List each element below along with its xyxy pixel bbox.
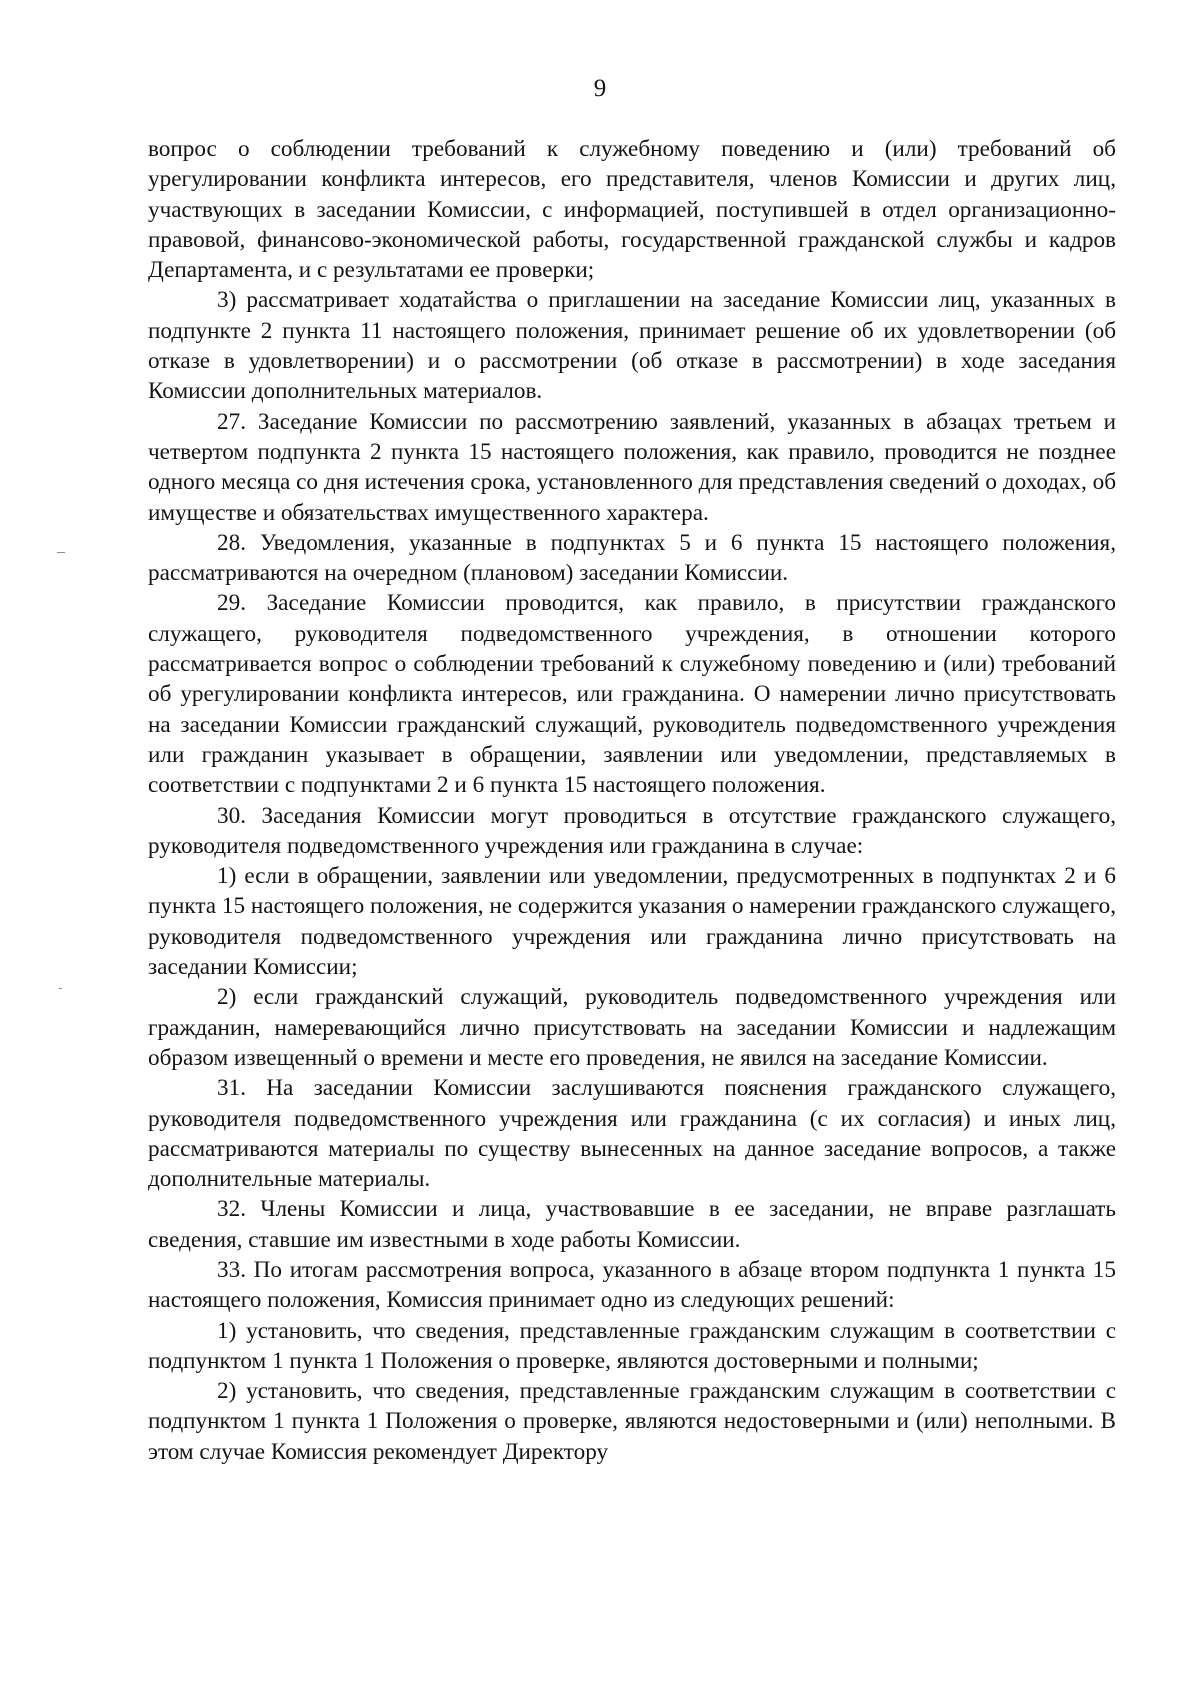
paragraph: 2) если гражданский служащий, руководитель подведомственного учреждения или гражданин, намеревающийся лично присутствовать на заседании Комиссии и надлежащим образом извещенный о времени и месте его проведения, не явился на заседание Комиссии. (148, 984, 1116, 1071)
paragraph: 28. Уведомления, указанные в подпунктах 5 и 6 пункта 15 настоящего положения, рассматриваются на очередном (плановом) заседании Комиссии. (148, 529, 1116, 587)
paragraph: 2) установить, что сведения, представленные гражданским служащим в соответствии с подпунктом 1 пункта 1 Положения о проверке, являются недостоверными и (или) неполными. В этом случае Комиссия рекомендует Директору (148, 1378, 1116, 1465)
paragraph: 3) рассматривает ходатайства о приглашении на заседание Комиссии лиц, указанных в подпункте 2 пункта 11 настоящего положения, принимает решение об их удовлетворении (об отказе в удовлетворении) и о рассмотрении (об отказе в рассмотрении) в ходе заседания Комиссии дополнительных материалов. (148, 287, 1116, 405)
scan-mark (59, 988, 62, 989)
paragraph: 30. Заседания Комиссии могут проводиться в отсутствие гражданского служащего, руководителя подведомственного учреждения или гражданина в случае: (148, 802, 1116, 859)
paragraph: 32. Члены Комиссии и лица, участвовавшие в ее заседании, не вправе разглашать сведения, ставшие им известными в ходе работы Комиссии. (148, 1196, 1116, 1253)
paragraph: 29. Заседание Комиссии проводится, как правило, в присутствии гражданского служащего, руководителя подведомственного учреждения, в отношении которого рассматривается вопрос о соблюдении требований к служебному поведению и (или) требований об урегулировании конфликта интересов, или гражданина. О намерении лично присутствовать на заседании Комиссии гражданский служащий, руководитель подведомственного учреждения или гражданин указывает в обращении, заявлении или уведомлении, представляемых в соответствии с подпунктами 2 и 6 пункта 15 настоящего положения. (148, 590, 1116, 799)
paragraph: вопрос о соблюдении требований к служебному поведению и (или) требований об урегулировании конфликта интересов, его представителя, членов Комиссии и других лиц, участвующих в заседании Комиссии, с информацией, поступившей в отдел организационно-правовой, финансово-экономической работы, государственной гражданской службы и кадров Департамента, и с результатами ее проверки; (148, 136, 1116, 284)
paragraph: 31. На заседании Комиссии заслушиваются пояснения гражданского служащего, руководителя подведомственного учреждения или гражданина (с их согласия) и иных лиц, рассматриваются материалы по существу вынесенных на данное заседание вопросов, а также дополнительные материалы. (148, 1075, 1116, 1193)
scan-mark (57, 552, 65, 553)
paragraph: 1) установить, что сведения, представленные гражданским служащим в соответствии с подпунктом 1 пункта 1 Положения о проверке, являются достоверными и полными; (148, 1317, 1116, 1374)
page-body (148, 134, 1116, 1467)
paragraph: 27. Заседание Комиссии по рассмотрению заявлений, указанных в абзацах третьем и четвертом подпункта 2 пункта 15 настоящего положения, как правило, проводится не позднее одного месяца со дня истечения срока, установленного для представления сведений о доходах, об имуществе и обязательствах имущественного характера. (148, 408, 1116, 526)
paragraph: 1) если в обращении, заявлении или уведомлении, предусмотренных в подпунктах 2 и 6 пункта 15 настоящего положения, не содержится указания о намерении гражданского служащего, руководителя подведомственного учреждения или гражданина лично присутствовать на заседании Комиссии; (148, 863, 1116, 981)
page-number: 9 (593, 75, 607, 102)
paragraph: 33. По итогам рассмотрения вопроса, указанного в абзаце втором подпункта 1 пункта 15 настоящего положения, Комиссия принимает одно из следующих решений: (148, 1256, 1116, 1314)
